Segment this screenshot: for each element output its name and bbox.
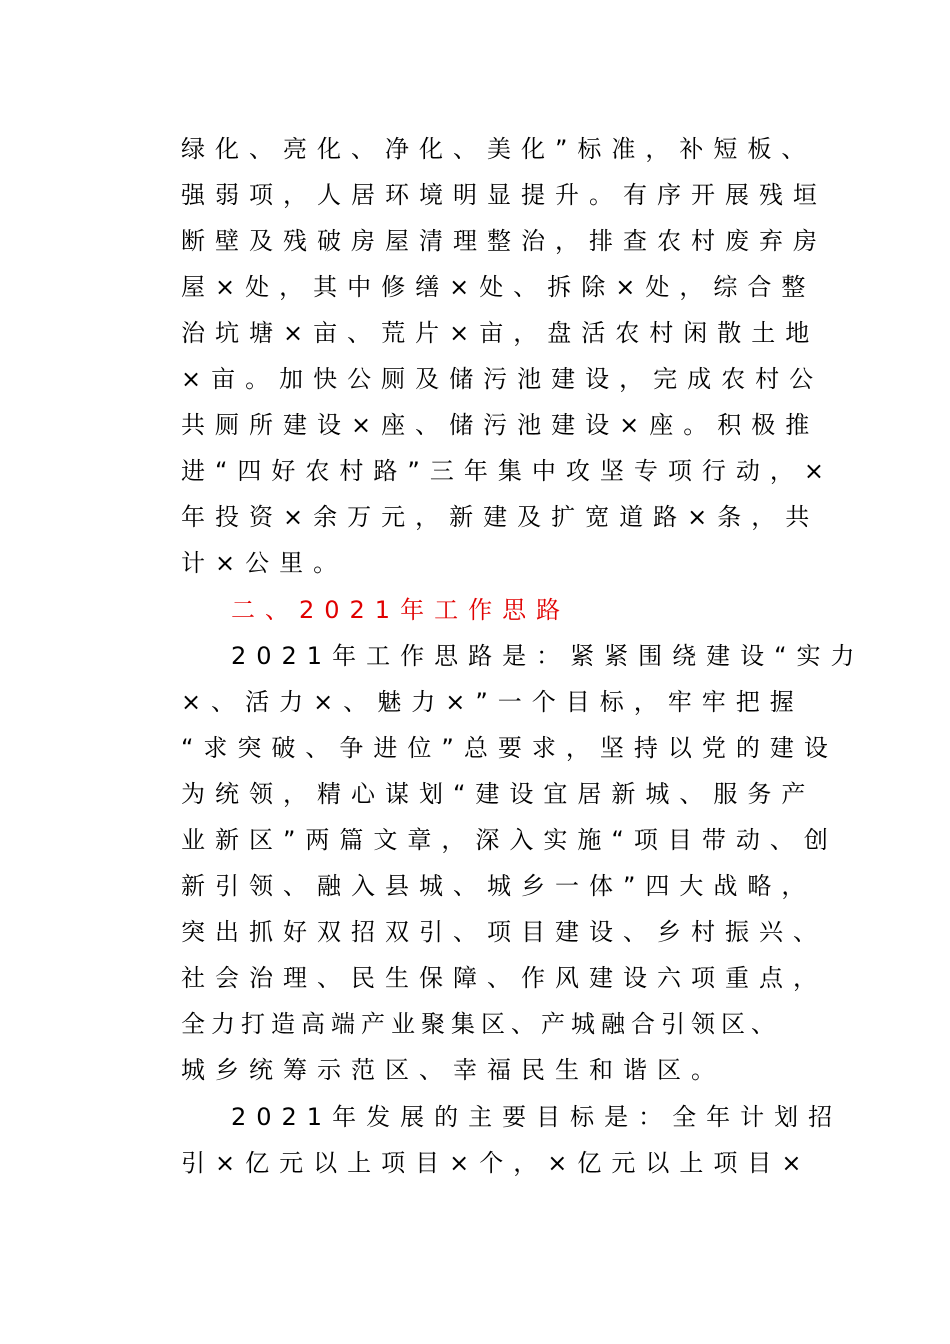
section-heading: 二、2021年工作思路 <box>231 596 571 624</box>
body-text-line: 全力打造高端产业聚集区、产城融合引领区、 <box>181 1010 781 1038</box>
body-text-line: 强弱项，人居环境明显提升。有序开展残垣 <box>181 181 827 209</box>
body-text-line: 计×公里。 <box>181 549 348 577</box>
body-text-line: ×亩。加快公厕及储污池建设，完成农村公 <box>181 365 824 393</box>
body-text-line: 绿化、亮化、净化、美化”标准，补短板、 <box>181 135 816 163</box>
body-text-line: 共厕所建设×座、储污池建设×座。积极推 <box>181 411 820 439</box>
body-text-line: 年投资×余万元，新建及扩宽道路×条，共 <box>181 503 820 531</box>
body-text-line: 业新区”两篇文章，深入实施“项目带动、创 <box>181 826 838 854</box>
body-text-line: 屋×处，其中修缮×处、拆除×处，综合整 <box>181 273 816 301</box>
body-text-line: 进“四好农村路”三年集中攻坚专项行动，× <box>181 457 834 485</box>
body-text-line: 社会治理、民生保障、作风建设六项重点， <box>181 964 827 992</box>
body-text-line: 断壁及残破房屋清理整治，排查农村废弃房 <box>181 227 827 255</box>
body-text-line: 2021年发展的主要目标是：全年计划招 <box>231 1103 843 1131</box>
body-text-line: 引×亿元以上项目×个，×亿元以上项目× <box>181 1149 812 1177</box>
body-text-line: 突出抓好双招双引、项目建设、乡村振兴、 <box>181 918 827 946</box>
body-text-line: 2021年工作思路是：紧紧围绕建设“实力 <box>231 642 865 670</box>
body-text-line: 城乡统筹示范区、幸福民生和谐区。 <box>181 1056 725 1084</box>
body-text-line: 新引领、融入县城、城乡一体”四大战略， <box>181 872 816 900</box>
body-text-line: “求突破、争进位”总要求，坚持以党的建设 <box>181 734 838 762</box>
body-text-line: 治坑塘×亩、荒片×亩，盘活农村闲散土地 <box>181 319 820 347</box>
body-text-line: ×、活力×、魅力×”一个目标，牢牢把握 <box>181 688 804 716</box>
body-text-line: 为统领，精心谋划“建设宜居新城、服务产 <box>181 780 816 808</box>
